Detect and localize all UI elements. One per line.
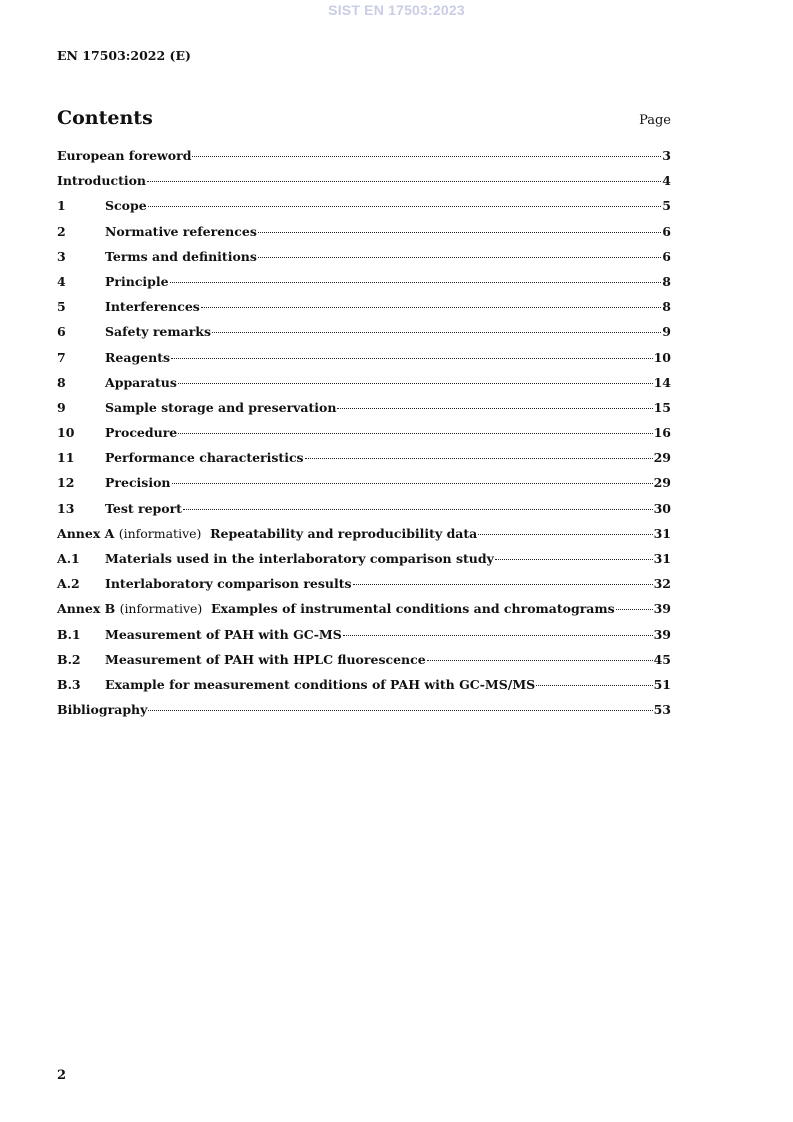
toc-entry-number: 4 <box>57 273 66 289</box>
toc-entry-title: Principle <box>105 273 169 289</box>
toc-entry-title: Interferences <box>105 299 200 315</box>
toc-entry-title: Precision <box>105 475 171 491</box>
toc-entry-page: 45 <box>653 651 671 667</box>
toc-entry-number: B.3 <box>57 676 81 692</box>
toc-entry-title <box>57 601 615 616</box>
toc-entry-number: 11 <box>57 450 75 466</box>
toc-entry-number: A.1 <box>57 551 80 566</box>
toc-entry[interactable] <box>57 501 671 526</box>
toc-entry[interactable] <box>57 652 671 677</box>
page-number: 2 <box>57 1068 67 1083</box>
toc-entry[interactable] <box>57 274 671 299</box>
dot-leader <box>427 660 653 661</box>
page-column-label: Page <box>639 113 671 128</box>
toc-entry-page: 14 <box>653 374 671 390</box>
toc-entry-title: Procedure <box>105 425 178 441</box>
toc-entry-title: Example for measurement conditions of PAH with GC-MS/MS <box>105 676 536 692</box>
toc-entry-number: A.2 <box>57 576 80 592</box>
toc-entry-number: 2 <box>57 223 66 239</box>
toc-entry-number: 1 <box>57 198 66 214</box>
toc-entry-page: 9 <box>662 324 671 340</box>
toc-entry[interactable] <box>57 425 671 450</box>
dot-leader <box>343 635 653 636</box>
toc-entry-title: Sample storage and preservation <box>105 399 337 415</box>
toc-entry[interactable] <box>57 400 671 425</box>
toc-entry-page: 29 <box>653 450 671 466</box>
toc-entry-number: 7 <box>57 349 66 365</box>
dot-leader <box>201 307 661 308</box>
toc-entry-page: 6 <box>662 248 671 264</box>
toc-entry[interactable] <box>57 350 671 375</box>
toc-entry[interactable] <box>57 475 671 500</box>
toc-entry[interactable] <box>57 601 671 626</box>
annex-note: (informative) <box>119 601 203 617</box>
toc-entry-page: 15 <box>653 399 671 415</box>
dot-leader <box>478 534 652 535</box>
toc-entry[interactable] <box>57 677 671 702</box>
toc-entry-title: Test report <box>105 500 182 516</box>
toc-entry-title <box>57 526 477 541</box>
dot-leader <box>192 156 661 157</box>
document-id: EN 17503:2022 (E) <box>57 48 191 63</box>
dot-leader <box>170 282 662 283</box>
toc-entry[interactable] <box>57 324 671 349</box>
dot-leader <box>258 257 661 258</box>
toc-entry-page: 6 <box>662 223 671 239</box>
toc-entry-page: 39 <box>653 601 671 617</box>
toc-entry-page: 16 <box>653 425 671 441</box>
toc-entry[interactable] <box>57 249 671 274</box>
dot-leader <box>212 332 661 333</box>
toc-entry-number: 9 <box>57 399 66 415</box>
toc-entry-page: 10 <box>653 349 671 365</box>
toc-entry[interactable] <box>57 702 671 727</box>
toc-entry-title: Introduction <box>57 173 147 189</box>
toc-entry-page: 3 <box>662 148 671 163</box>
dot-leader <box>353 584 653 585</box>
toc-entry-number: B.2 <box>57 651 81 667</box>
toc-entry-number: B.1 <box>57 626 81 642</box>
toc-entry[interactable] <box>57 551 671 576</box>
toc-entry-number: 5 <box>57 299 66 315</box>
toc-entry[interactable] <box>57 450 671 475</box>
toc-entry-page: 53 <box>653 702 671 718</box>
toc-entry-title: Reagents <box>105 349 171 365</box>
dot-leader <box>305 458 653 459</box>
dot-leader <box>178 433 652 434</box>
dot-leader <box>178 383 653 384</box>
dot-leader <box>183 509 653 510</box>
toc-entry[interactable] <box>57 173 671 198</box>
toc-entry-title: Performance characteristics <box>105 450 304 466</box>
toc-entry-title: Bibliography <box>57 702 148 718</box>
toc-entry-title: Apparatus <box>105 374 177 390</box>
watermark: SIST EN 17503:2023 <box>328 2 465 18</box>
toc-entry-title: European foreword <box>57 148 192 163</box>
toc-entry[interactable] <box>57 576 671 601</box>
toc-entry-page: 39 <box>653 626 671 642</box>
annex-note: (informative) <box>118 525 202 541</box>
toc-entry-number: 12 <box>57 475 75 491</box>
dot-leader <box>172 483 653 484</box>
annex-label: Annex A <box>57 525 115 541</box>
dot-leader <box>171 358 653 359</box>
toc-entry-page: 31 <box>653 551 671 566</box>
toc-entry-page: 4 <box>662 173 671 189</box>
dot-leader <box>616 609 653 610</box>
toc-entry-page: 8 <box>662 299 671 315</box>
annex-label: Annex B <box>57 601 116 617</box>
toc-entry-title: Materials used in the interlaboratory comparison study <box>105 551 494 566</box>
toc-entry-title: Terms and definitions <box>105 248 257 264</box>
toc-entry[interactable] <box>57 627 671 652</box>
toc-entry-number: 13 <box>57 500 75 516</box>
dot-leader <box>148 710 652 711</box>
dot-leader <box>148 206 662 207</box>
dot-leader <box>536 685 652 686</box>
toc-entry-page: 29 <box>653 475 671 491</box>
annex-title: Examples of instrumental conditions and chromatograms <box>211 601 615 617</box>
dot-leader <box>337 408 652 409</box>
contents-header <box>57 107 671 135</box>
toc-entry-number: 3 <box>57 248 66 264</box>
toc-entry[interactable] <box>57 198 671 223</box>
toc-entry-page: 30 <box>653 500 671 516</box>
toc-entry-number: 10 <box>57 425 75 441</box>
dot-leader <box>495 559 653 560</box>
annex-title: Repeatability and reproducibility data <box>210 525 478 541</box>
table-of-contents <box>57 148 671 727</box>
toc-entry[interactable] <box>57 299 671 324</box>
toc-entry-page: 8 <box>662 273 671 289</box>
toc-entry-number: 8 <box>57 374 66 390</box>
toc-entry[interactable] <box>57 526 671 551</box>
contents-title: Contents <box>57 107 153 129</box>
toc-entry-title: Scope <box>105 198 147 214</box>
toc-entry-title: Normative references <box>105 223 257 239</box>
toc-entry-title: Measurement of PAH with GC-MS <box>105 626 342 642</box>
toc-entry-number: 6 <box>57 324 66 340</box>
toc-entry-page: 51 <box>653 676 671 692</box>
toc-entry[interactable] <box>57 148 671 173</box>
dot-leader <box>258 232 661 233</box>
toc-entry-title: Safety remarks <box>105 324 211 340</box>
dot-leader <box>147 181 661 182</box>
toc-entry-title: Measurement of PAH with HPLC fluorescence <box>105 651 426 667</box>
toc-entry-page: 31 <box>653 525 671 541</box>
toc-entry[interactable] <box>57 375 671 400</box>
toc-entry-page: 32 <box>653 576 671 592</box>
toc-entry-title: Interlaboratory comparison results <box>105 576 352 592</box>
toc-entry[interactable] <box>57 224 671 249</box>
toc-entry-page: 5 <box>662 198 671 214</box>
